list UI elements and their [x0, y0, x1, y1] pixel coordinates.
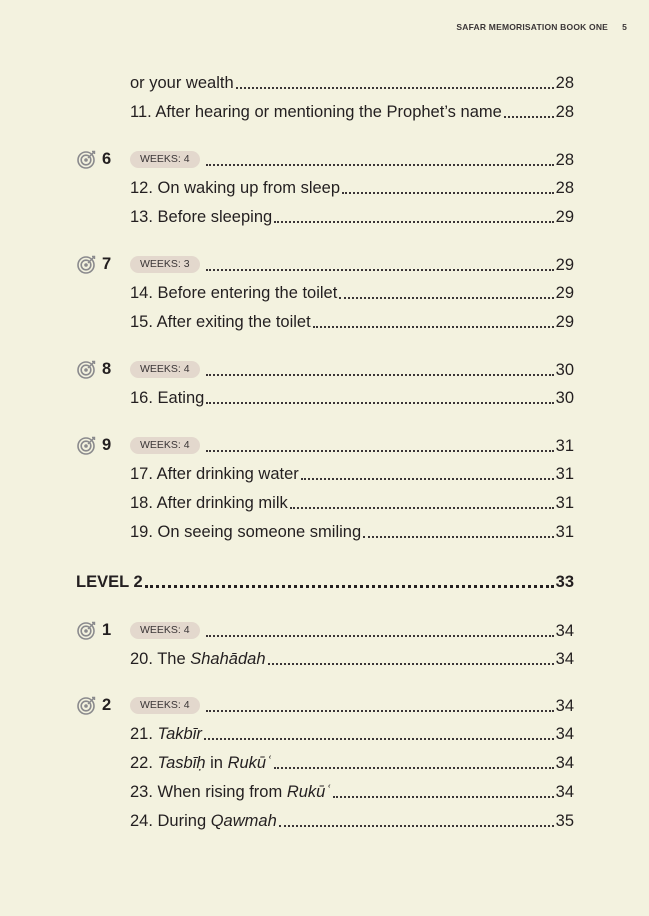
weeks-badge: WEEKS: 4 [130, 697, 200, 714]
dot-leader [274, 767, 554, 769]
unit-marker [77, 694, 111, 716]
dot-leader [339, 297, 553, 299]
dot-leader [145, 585, 554, 588]
entry-page: 34 [555, 783, 574, 801]
level-heading[interactable] [76, 568, 574, 592]
entry-page: 29 [555, 284, 574, 302]
entry-title: 18. After drinking milk [130, 494, 288, 512]
entry-page: 34 [555, 622, 574, 640]
weeks-badge: WEEKS: 4 [130, 151, 200, 168]
unit-number: 8 [102, 359, 112, 378]
toc-entry[interactable] [130, 205, 574, 227]
entry-page: 35 [555, 812, 574, 830]
target-icon [77, 359, 97, 379]
dot-leader [206, 374, 554, 376]
level-title: LEVEL 2 [76, 573, 143, 591]
entry-page: 28 [555, 179, 574, 197]
unit-heading[interactable] [130, 358, 574, 380]
unit-marker [77, 253, 111, 275]
unit-marker [77, 148, 111, 170]
unit-heading[interactable] [130, 148, 574, 170]
entry-page: 31 [555, 523, 574, 541]
entry-page: 31 [555, 465, 574, 483]
dot-leader [290, 507, 554, 509]
unit-marker [77, 619, 111, 641]
toc-entry[interactable] [130, 386, 574, 408]
target-icon [77, 620, 97, 640]
weeks-badge: WEEKS: 4 [130, 437, 200, 454]
entry-title: 21. Takbīr [130, 725, 202, 743]
unit-number: 6 [102, 149, 112, 168]
unit-heading[interactable] [130, 694, 574, 716]
entry-title: 23. When rising from Rukūʿ [130, 783, 331, 801]
toc-entry[interactable] [130, 281, 574, 303]
dot-leader [206, 710, 554, 712]
entry-title: 22. Tasbīḥ in Rukūʿ [130, 754, 272, 772]
toc-entry[interactable] [130, 722, 574, 744]
entry-page: 28 [555, 74, 574, 92]
entry-page: 34 [555, 650, 574, 668]
target-icon [77, 149, 97, 169]
entry-title: 12. On waking up from sleep [130, 179, 341, 197]
dot-leader [206, 402, 553, 404]
dot-leader [333, 796, 554, 798]
unit-number: 7 [102, 254, 112, 273]
toc-entry[interactable] [130, 491, 574, 513]
dot-leader [206, 635, 554, 637]
toc-entry[interactable] [130, 647, 574, 669]
toc-entry[interactable] [130, 809, 574, 831]
entry-page: 30 [555, 361, 574, 379]
entry-title: or your wealth [130, 74, 234, 92]
entry-page: 31 [555, 494, 574, 512]
toc-entry[interactable] [130, 462, 574, 484]
dot-leader [363, 536, 554, 538]
entry-page: 31 [555, 437, 574, 455]
entry-page: 28 [555, 103, 574, 121]
entry-title: 24. During Qawmah [130, 812, 277, 830]
entry-title: 17. After drinking water [130, 465, 299, 483]
dot-leader [504, 116, 554, 118]
level-page: 33 [555, 573, 574, 591]
dot-leader [204, 738, 554, 740]
entry-title: 13. Before sleeping [130, 208, 273, 226]
page-number: 5 [622, 22, 627, 32]
entry-title: 19. On seeing someone smiling [130, 523, 362, 541]
entry-page: 28 [555, 151, 574, 169]
entry-page: 34 [555, 725, 574, 743]
dot-leader [274, 221, 553, 223]
dot-leader [268, 663, 554, 665]
unit-heading[interactable] [130, 434, 574, 456]
toc-entry[interactable] [130, 71, 574, 93]
unit-heading[interactable] [130, 619, 574, 641]
toc-entry[interactable] [130, 520, 574, 542]
toc-entry[interactable] [130, 780, 574, 802]
dot-leader [301, 478, 554, 480]
unit-number: 9 [102, 435, 112, 454]
target-icon [77, 254, 97, 274]
weeks-badge: WEEKS: 3 [130, 256, 200, 273]
unit-marker [77, 358, 111, 380]
entry-page: 29 [555, 313, 574, 331]
entry-title: 11. After hearing or mentioning the Prophet’s name [130, 103, 502, 121]
target-icon [77, 435, 97, 455]
toc-entry[interactable] [130, 100, 574, 122]
entry-title: 14. Before entering the toilet [130, 284, 338, 302]
dot-leader [313, 326, 554, 328]
entry-page: 29 [555, 208, 574, 226]
unit-number: 1 [102, 620, 112, 639]
toc-entry[interactable] [130, 310, 574, 332]
unit-heading[interactable] [130, 253, 574, 275]
book-title: SAFAR MEMORISATION BOOK ONE [456, 22, 609, 32]
dot-leader [279, 825, 554, 827]
dot-leader [206, 450, 554, 452]
dot-leader [206, 164, 554, 166]
dot-leader [206, 269, 554, 271]
running-head [456, 22, 627, 32]
entry-title: 20. The Shahādah [130, 650, 266, 668]
dot-leader [236, 87, 554, 89]
toc-entry[interactable] [130, 176, 574, 198]
entry-title: 16. Eating [130, 389, 205, 407]
entry-page: 29 [555, 256, 574, 274]
weeks-badge: WEEKS: 4 [130, 622, 200, 639]
weeks-badge: WEEKS: 4 [130, 361, 200, 378]
unit-marker [77, 434, 111, 456]
dot-leader [342, 192, 554, 194]
unit-number: 2 [102, 695, 112, 714]
entry-page: 34 [555, 754, 574, 772]
entry-title: 15. After exiting the toilet [130, 313, 311, 331]
entry-page: 34 [555, 697, 574, 715]
entry-page: 30 [555, 389, 574, 407]
toc-entry[interactable] [130, 751, 574, 773]
target-icon [77, 695, 97, 715]
